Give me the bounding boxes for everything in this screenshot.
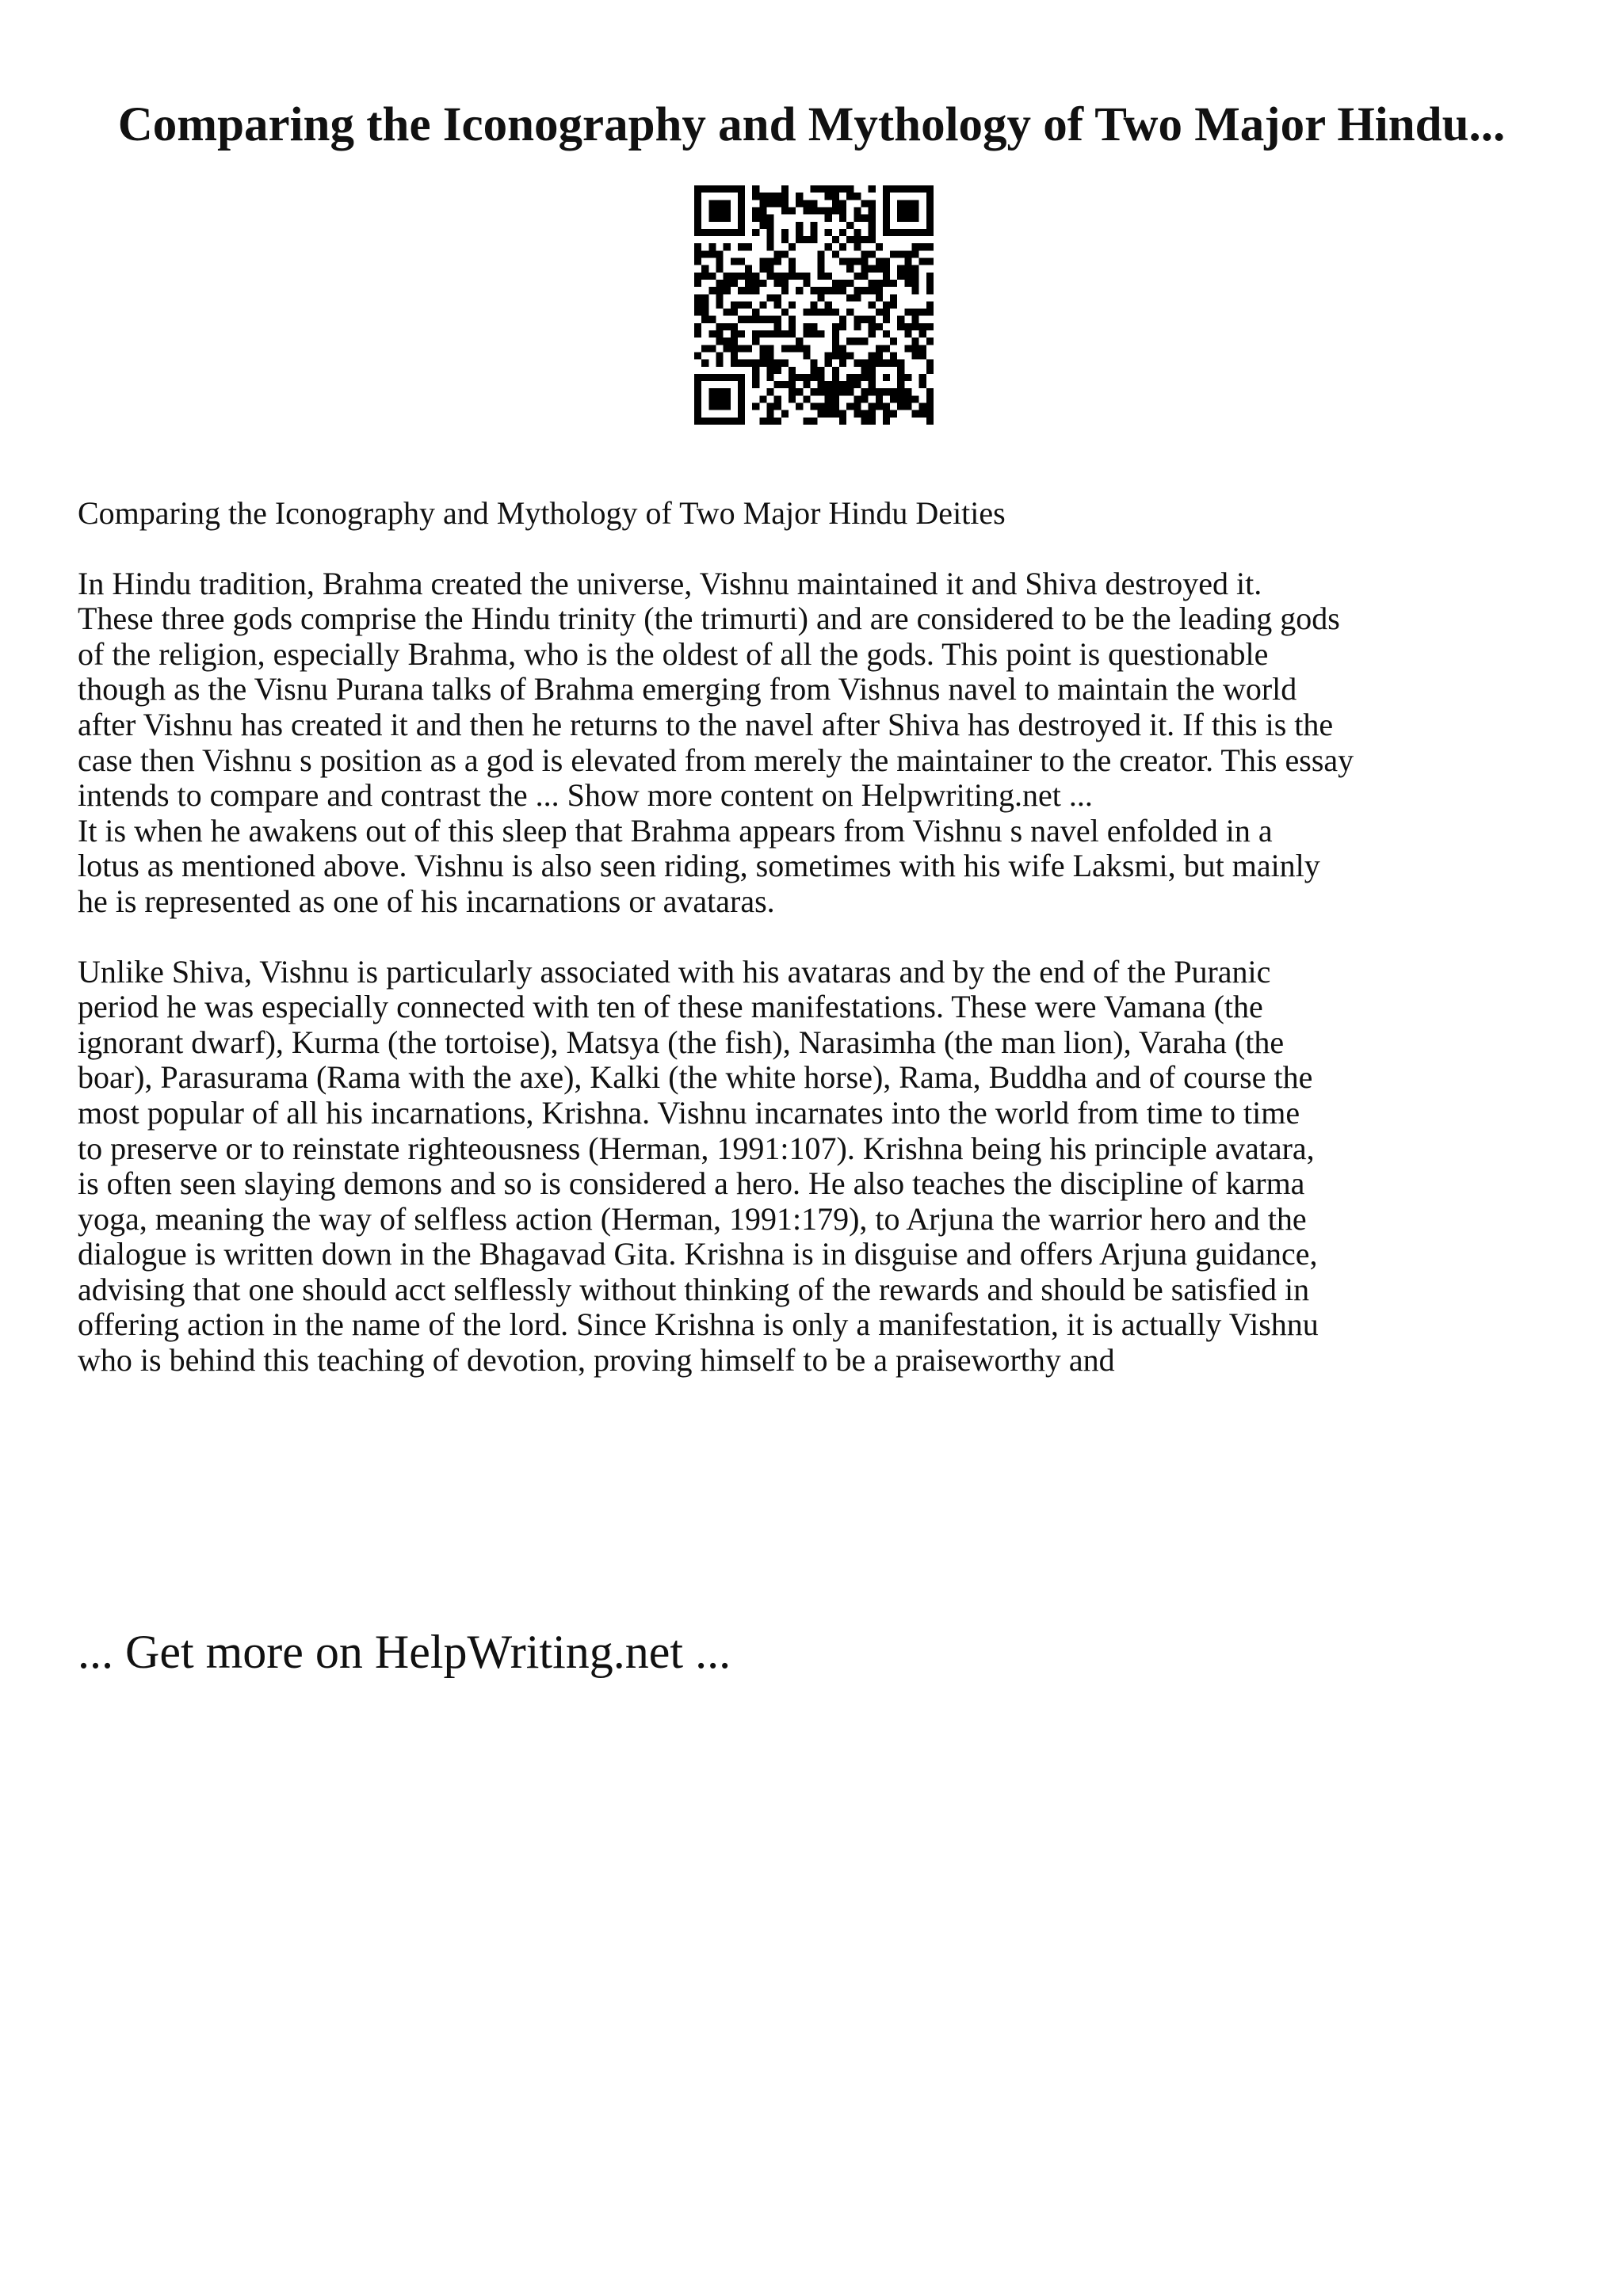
qr-code-icon[interactable] [694, 185, 934, 425]
document-body [78, 496, 1583, 1379]
get-more-link[interactable]: ... Get more on HelpWriting.net ... [78, 1626, 731, 1678]
paragraph-continuation: It is when he awakens out of this sleep that Brahma appears from Vishnu s navel enfolded in a lotus as mentioned above. Vishnu is also seen riding, sometimes with his wife Laksmi, but mainly he is represented as one of his incarnations or avataras. [78, 812, 1320, 919]
document-subtitle: Comparing the Iconography and Mythology of Two Major Hindu Deities [78, 495, 1006, 531]
paragraph-avataras: Unlike Shiva, Vishnu is particularly associated with his avataras and by the end of the Puranic period he was especially connected with ten of these manifestations. These were Vamana (the ignorant dwarf), Kurma (the tortoise), Matsya (the fish), Narasimha (the man lion), Varaha (the boar), Parasurama (Rama with the axe), Kalki (the white horse), Rama, Buddha and of course the most popular of all his incarnations, Krishna. Vishnu incarnates into the world from time to time to preserve or to reinstate righteousness (Herman, 1991:107). Krishna being his principle avatara, is often seen slaying demons and so is considered a hero. He also teaches the discipline of karma yoga, meaning the way of selfless action (Herman, 1991:179), to Arjuna the warrior hero and the dialogue is written down in the Bhagavad Gita. Krishna is in disguise and offers Arjuna guidance, advising that one should acct selflessly without thinking of the rewards and should be satisfied in offering action in the name of the lord. Since Krishna is only a manifestation, it is actually Vishnu who is behind this teaching of devotion, proving himself to be a praiseworthy and [78, 953, 1319, 1379]
document-title: Comparing the Iconography and Mythology of Two Major Hindu... [117, 98, 1506, 151]
qr-code-graphic [694, 185, 934, 425]
paragraph-intro: In Hindu tradition, Brahma created the universe, Vishnu maintained it and Shiva destroyed it. These three gods comprise the Hindu trinity (the trimurti) and are considered to be the leading gods of the religion, especially Brahma, who is the oldest of all the gods. This point is questionable though as the Visnu Purana talks of Brahma emerging from Vishnus navel to maintain the world after Vishnu has created it and then he returns to the navel after Shiva has destroyed it. If this is the case then Vishnu s position as a god is elevated from merely the maintainer to the creator. This essay intends to compare and contrast the ... Show more content on Helpwriting.net ... [78, 565, 1354, 814]
